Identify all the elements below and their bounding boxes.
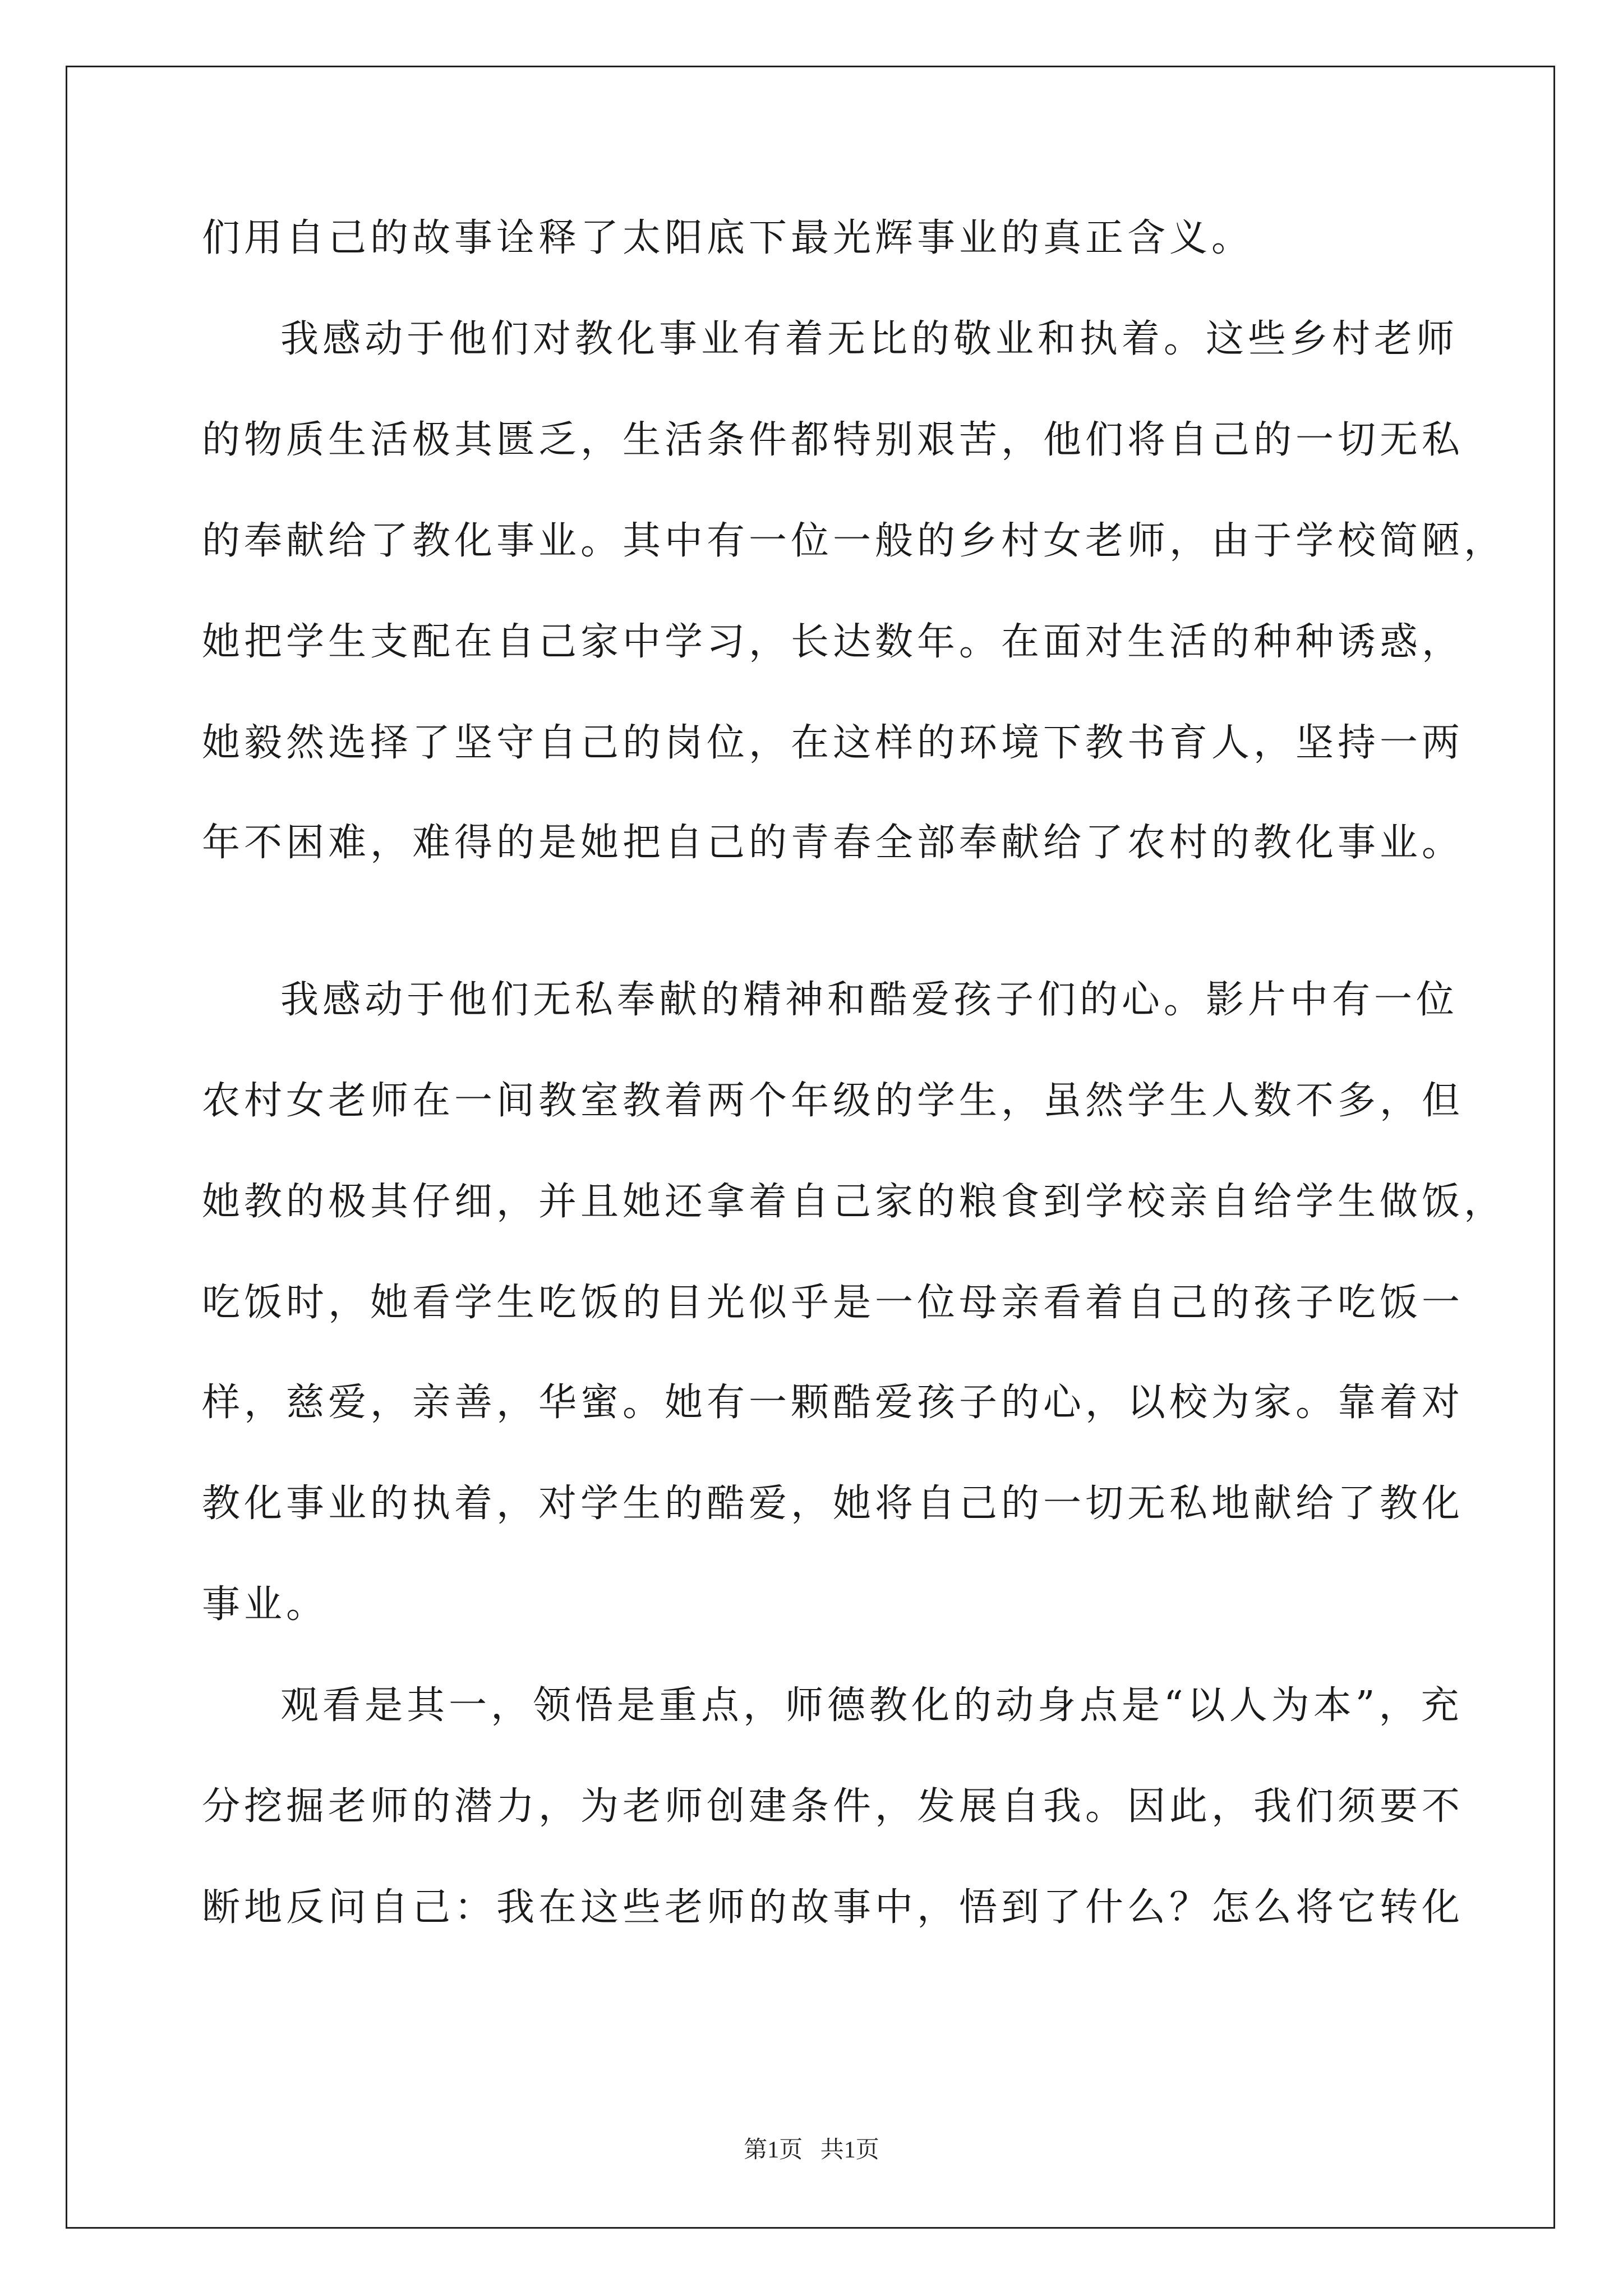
text-line: 们用自己的故事诠释了太阳底下最光辉事业的真正含义。 <box>202 216 1254 260</box>
paragraph-start-line: 观看是其一，领悟是重点，师德教化的动身点是“以人为本”，充 <box>280 1683 1463 1728</box>
text-line: 样，慈爱，亲善，华蜜。她有一颗酷爱孩子的心，以校为家。靠着对 <box>202 1381 1464 1425</box>
text-line: 农村女老师在一间教室教着两个年级的学生，虽然学生人数不多，但 <box>202 1079 1464 1123</box>
text-line: 断地反问自己：我在这些老师的故事中，悟到了什么？怎么将它转化 <box>202 1885 1464 1930</box>
text-line: 的奉献给了教化事业。其中有一位一般的乡村女老师，由于学校简陋， <box>202 519 1506 563</box>
text-line: 她毅然选择了坚守自己的岗位，在这样的环境下教书育人，坚持一两 <box>202 721 1464 765</box>
text-line: 教化事业的执着，对学生的酷爱，她将自己的一切无私地献给了教化 <box>202 1481 1464 1526</box>
text-line: 她把学生支配在自己家中学习，长达数年。在面对生活的种种诱惑， <box>202 620 1464 664</box>
text-line: 事业。 <box>202 1582 329 1627</box>
text-line: 吃饭时，她看学生吃饭的目光似乎是一位母亲看着自己的孩子吃饭一 <box>202 1281 1464 1325</box>
text-line: 她教的极其仔细，并且她还拿着自己家的粮食到学校亲自给学生做饭， <box>202 1180 1506 1224</box>
text-line: 的物质生活极其匮乏，生活条件都特别艰苦，他们将自己的一切无私 <box>202 418 1464 462</box>
text-line: 年不困难，难得的是她把自己的青春全部奉献给了农村的教化事业。 <box>202 821 1464 865</box>
page-number-footer: 第1页 共1页 <box>744 2137 879 2163</box>
text-line: 分挖掘老师的潜力，为老师创建条件，发展自我。因此，我们须要不 <box>202 1784 1464 1829</box>
paragraph-start-line: 我感动于他们无私奉献的精神和酷爱孩子们的心。影片中有一位 <box>280 978 1459 1022</box>
paragraph-start-line: 我感动于他们对教化事业有着无比的敬业和执着。这些乡村老师 <box>280 317 1459 361</box>
